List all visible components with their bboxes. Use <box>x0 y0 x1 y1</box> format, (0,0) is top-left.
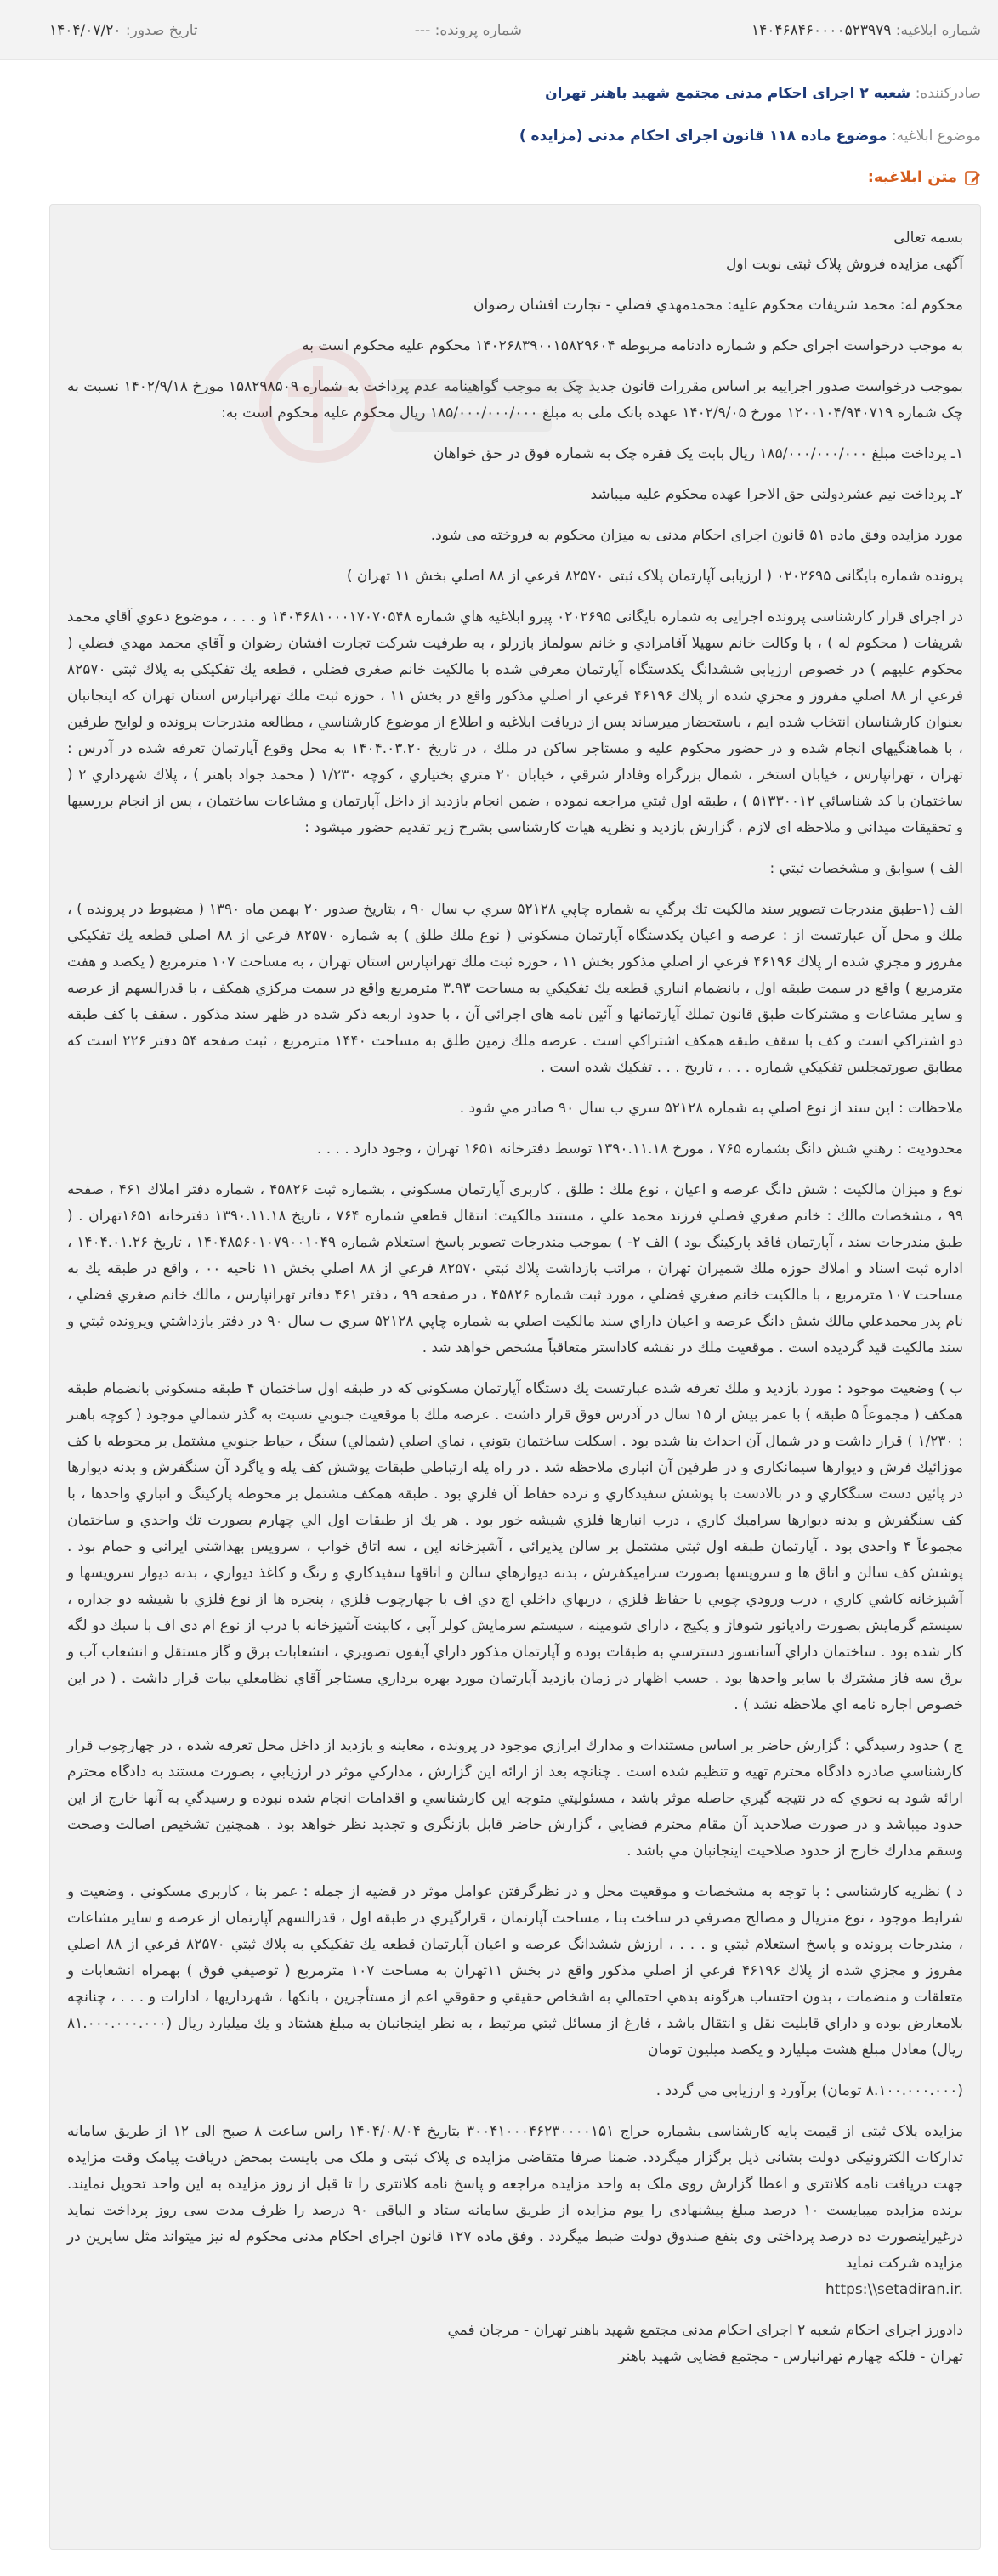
body-paragraph: به موجب درخواست اجرای حکم و شماره دادنامه مربوطه ۱۴۰۲۶۸۳۹۰۰۱۵۸۲۹۶۰۴ محکوم علیه محکوم است به <box>302 337 963 354</box>
body-paragraph: ب ) وضعيت موجود : مورد بازديد و ملك تعرفه شده عبارتست يك دستگاه آپارتمان مسكوني كه در طبقه اول ساختمان ۴ طبقه مسكوني بانضمام طبقه همكف ( مجموعاً ۵ طبقه ) با عمر بيش از ۱۵ سال در آدرس فوق قرار داشت . عرصه ملك با موقعيت جنوبي نسبت به گذر شمالي موجود ( كوچه باهنر : ۱/۲۳۰ ) قرار داشت و در شمال آن احداث بنا شده بود . اسكلت ساختمان بتوني ، نماي اصلي (شمالي) سنگ ، حياط جنوبي مشتمل بر محوطه با كف موزائيك فرش و ديوارها سيمانكاري و در طرفين آن انباري ملاحظه شد . در راه پله ارتباطي طبقات پوشش كف پله و پاگرد آن سنگفرش و بدنه ديوارها در پائين دست سنگكاري و در بالادست با پوشش سفيدكاري و نرده حفاظ آن فلزي بود . طبقه همكف مشتمل بر محوطه پاركينگ و انباري واحدها ، با كف سنگفرش و بدنه ديوارها سراميك كاري ، درب انبارها فلزي شيشه خور بود . هر يك از طبقات اول الي چهارم بصورت تك واحدي و ساختمان مجموعاً ۴ واحدي بود . آپارتمان طبقه اول ثبتي مشتمل بر سالن پذيرائي ، آشپزخانه اپن ، سه اتاق خواب ، سرويس بهداشتي ايراني و حمام بود . پوشش كف سالن و اتاق ها و سرويسها بصورت سراميكفرش ، بدنه ديوارهاي سالن و اتاقها سفيدكاري و رنگ و كاغذ ديواري ، بدنه ديوار سرويسها و آشپزخانه كاشي كاري ، درب ورودي چوبي با حفاظ فلزي ، دربهاي داخلي اچ دي اف با چهارچوب فلزي ، پنجره ها از نوع فلزي با شيشه دو جداره ، سيستم گرمايش بصورت رادياتور شوفاژ و پكيج ، داراي شومينه ، سيستم سرمايش كولر آبي ، كابينت آشپزخانه با درب از نوع ام دي اف با سبك دو لگه كار شده بود . ساختمان داراي آسانسور دسترسي به طبقات بوده و آپارتمان مذكور داراي آيفون تصويري ، انشعابات برق و گاز مستقل و انشعاب آب و برق سه فاز مشترك با ساير واحدها بود . حسب اظهار در زمان بازديد آپارتمان مورد بهره برداري مستاجر آقاي نظامعلي بيات قرار داشت . ( در اين خصوص اجاره نامه اي ملاحظه نشد ) . <box>67 1380 964 1713</box>
body-paragraph: الف ) سوابق و مشخصات ثبتي : <box>769 860 963 877</box>
issue-date-value: ۱۴۰۴/۰۷/۲۰ <box>49 22 122 39</box>
pencil-edit-icon <box>964 169 981 186</box>
body-paragraph: نوع و ميزان مالكيت : شش دانگ عرصه و اعيان ، نوع ملك : طلق ، كاربري آپارتمان مسكوني ، بشماره ثبت ۴۵۸۲۶ ، شماره دفتر املاك ۴۶۱ ، صفحه ۹۹ ، مشخصات مالك : خانم صغري فضلي فرزند محمد علي ، مستند مالكيت: انتقال قطعي شماره ۷۶۴ ، تاريخ ۱۳۹۰.۱۱.۱۸ دفترخانه ۱۶۵۱تهران . ( طبق مندرجات سند ، آپارتمان فاقد پاركينگ بود ) الف ۲- ) بموجب مندرجات تصوير پاسخ استعلام شماره ۱۴۰۴۸۵۶۰۱۰۷۹۰۰۱۰۴۹ ، تاريخ ۱۴۰۴.۰۱.۲۶ ، اداره ثبت اسناد و املاك حوزه ملك شميران تهران ، مراتب بازداشت پلاك ثبتي ۸۲۵۷۰ فرعي از ۸۸ اصلي بخش ۱۱ ناحيه ۰۰ ، واقع در طبقه يك به مساحت ۱۰۷ مترمربع ، با مالكيت خانم صغري فضلي ، مورد ثبت شماره ۴۵۸۲۶ ، در صفحه ۹۹ ، دفتر ۴۶۱ دفاتر تهرانپارس ، مالك خانم صغري فضلي ، نام پدر محمدعلي مالك شش دانگ عرصه و اعيان داراي سند مالكيت اصلي به شماره چاپي ۵۲۱۲۸ سري ب سال ۹۰ در دفتر بازداشتي ويرونده ثبتي و سند مالكيت قيد گرديده است . موقعيت ملك در نقشه كاداستر متعاقباً مشخص خواهد شد . <box>67 1181 964 1356</box>
file-number-label: شماره پرونده: <box>434 22 522 39</box>
notice-number-label: شماره ابلاغیه: <box>895 22 981 39</box>
body-paragraph: الف (۱-طبق مندرجات تصوير سند مالكيت تك برگي به شماره چاپي ۵۲۱۲۸ سري ب سال ۹۰ ، بتاريخ صدور ۲۰ بهمن ماه ۱۳۹۰ ( مضبوط در پرونده ) ، ملك و محل آن عبارتست از : عرصه و اعيان يكدستگاه آپارتمان مسكوني ( نوع ملك طلق ) به شماره ۸۲۵۷۰ فرعي از ۸۸ اصلي قطعه يك تفكيكي مفروز و مجزي شده از پلاك ۴۶۱۹۶ فرعي از اصلي مذكور بخش ۱۱ ، حوزه ثبت ملك تهرانپارس استان تهران ، به مساحت ۱۰۷ مترمربع ( يكصد و هفت مترمربع ) واقع در سمت طبقه اول ، بانضمام انباري قطعه يك تفكيكي به مساحت ۳.۹۳ مترمربع واقع در سمت مركزي همكف ، با قدرالسهم از عرصه و ساير مشاعات و مشتركات طبق قانون تملك آپارتمانها و آئين نامه هاي اجرائي آن ، با حدود اربعه ذكر شده در ظهر سند مذكور . سقف با كف طبقه دو اشتراكي است و كف با سقف طبقه همكف اشتراكي است . عرصه ملك زمين طلق به مساحت ۱۴۴۰ مترمربع ، ثبت صفحه ۵۴ دفتر ۲۲۶ است كه مطابق صورتمجلس تفكيكي شماره . . . ، تاريخ . . . تفكيك شده است . <box>67 901 963 1076</box>
notice-body <box>49 204 981 2550</box>
setad-link[interactable]: https:\\setadiran.ir. <box>825 2281 963 2298</box>
body-paragraph: ۱ـ پرداخت مبلغ ۱۸۵/۰۰۰/۰۰۰/۰۰۰ ریال بابت یک فقره چک به شماره فوق در حق خواهان <box>434 445 963 462</box>
file-number <box>415 22 522 39</box>
body-paragraph: بموجب درخواست صدور اجراییه بر اساس مقررات قانون جدید چک به موجب گواهینامه عدم پرداخت به شماره ۱۵۸۲۹۸۵۰۹ مورخ ۱۴۰۲/۹/۱۸ نسبت به چک شماره ۱۲۰۰۱۰۴/۹۴۰۷۱۹ مورخ ۱۴۰۲/۹/۰۵ عهده بانک ملی به مبلغ ۱۸۵/۰۰۰/۰۰۰/۰۰۰ ریال محکوم علیه محکوم است به: <box>67 378 963 422</box>
body-paragraph: مورد مزایده وفق ماده ۵۱ قانون اجرای احکام مدنی به میزان محکوم به فروخته می شود. <box>430 527 963 544</box>
body-paragraph: ۲ـ پرداخت نیم عشردولتی حق الاجرا عهده محکوم علیه میباشد <box>590 486 963 503</box>
issue-date <box>49 22 198 39</box>
subject-label: موضوع ابلاغیه: <box>891 127 981 144</box>
body-paragraph: در اجرای قرار کارشناسی پرونده اجرایی به شماره بایگانی ۰۲۰۲۶۹۵ پیرو ابلاغیه هاي شماره ۱۴۰۴۶۸۱۰۰۰۱۷۰۷۰۵۴۸ و . . . ، موضوع دعوي آقاي محمد شريفات ( محكوم له ) ، با وكالت خانم سهيلا آقامرادي و خانم سولماز بازرلو ، به طرفيت شركت تجارت افشان رضوان و آقاي محمد مهدي فضلي ( محكوم عليهم ) در خصوص ارزيابي ششدانگ يكدستگاه آپارتمان معرفي شده با مالكيت خانم صغري فضلي ، قطعه يك تفكيكي به پلاك ثبتي ۸۲۵۷۰ فرعي از ۸۸ اصلي مفروز و مجزي شده از پلاك ۴۶۱۹۶ فرعي از اصلي مذكور واقع در بخش ۱۱ ، حوزه ثبت ملك تهرانپارس استان تهران كه اينجانبان بعنوان كارشناسان انتخاب شده ايم ، باستحضار ميرساند پس از دريافت ابلاغيه و اطلاع از موضوع كارشناسي ، مطالعه مندرجات پرونده و لوايح طرفين ، با هماهنگيهاي انجام شده و در حضور محكوم عليه و مستاجر ساكن در ملك ، در تاريخ ۱۴۰۴.۰۳.۲۰ به محل وقوع آپارتمان تعرفه شده در آدرس : تهران ، تهرانپارس ، خيابان استخر ، شمال بزرگراه وفادار شرقي ، خيابان ۲۰ متري بختياري ، كوچه ۱/۲۳۰ ( محمد جواد باهنر ) ، پلاك شهرداري ۲ ( ساختمان با كد شناسائي ۵۱۳۳۰۰۱۲ ) ، طبقه اول ثبتي مراجعه نموده ، ضمن انجام بازديد از داخل آپارتمان و مشاعات ساختمان ، پس از انجام بررسيها و تحقيقات ميداني و ملاحظه اي لازم ، گزارش بازديد و نظريه هيات كارشناسي بشرح زير تقديم حضور ميشود : <box>67 609 964 836</box>
file-number-value: --- <box>414 22 431 39</box>
body-label <box>868 168 981 186</box>
notice-number-value: ۱۴۰۴۶۸۴۶۰۰۰۰۵۲۳۹۷۹ <box>751 22 892 39</box>
issuer-row <box>545 85 981 102</box>
notice-number <box>751 22 981 39</box>
body-paragraph: آگهی مزایده فروش پلاک ثبتی نوبت اول <box>726 256 963 273</box>
body-paragraph: محدوديت : رهني شش دانگ بشماره ۷۶۵ ، مورخ ۱۳۹۰.۱۱.۱۸ توسط دفترخانه ۱۶۵۱ تهران ، وجود دارد . . . . <box>316 1141 963 1158</box>
body-paragraph: مزایده پلاک ثبتی از قیمت پایه کارشناسی بشماره حراج ۳۰۰۴۱۰۰۰۴۶۲۳۰۰۰۰۱۵۱ بتاریخ ۱۴۰۴/۰۸/۰۴ راس ساعت ۸ صبح الی ۱۲ از طریق سامانه تدارکات الکترونیکی دولت بشانی ذیل برگزار میگردد. ضمنا صرفا متقاضی مزایده ی پلاک ثبتی و ملک می بایست بمحض دریافت پیامک وقت مزایده جهت دریافت نامه کلانتری و اعطا گزارش روی ملک به واحد مزایده مراجعه و پاسخ نامه کلانتری را تا قبل از روز مزایده به این واحد تحویل نمایند. برنده مزایده میبایست ۱۰ درصد مبلغ پیشنهادی را یوم مزایده از طریق سامانه ستاد و الباقی ۹۰ درصد را ظرف مدت سی روز پرداخت نماید درغیراینصورت ده درصد پرداختی وی بنفع صندوق دولت ضبط میگردد . وفق ماده ۱۲۷ قانون اجرای احکام مدنی محکوم له نیز میتواند مثل سایرین در مزایده شرکت نماید <box>67 2123 964 2272</box>
issue-date-label: تاریخ صدور: <box>125 22 198 39</box>
body-paragraph: (۸.۱۰۰.۰۰۰.۰۰۰ تومان) برآورد و ارزيابي مي گردد . <box>655 2082 963 2099</box>
body-paragraph: بسمه تعالی <box>893 229 963 246</box>
body-paragraph: د ) نظريه كارشناسي : با توجه به مشخصات و موقعيت محل و در نظرگرفتن عوامل موثر در قضيه از جمله : عمر بنا ، كاربري مسكوني ، وضعيت و شرايط موجود ، نوع متريال و مصالح مصرفي در ساخت بنا ، مساحت آپارتمان ، قرارگيري در طبقه اول ، قدرالسهم آپارتمان از عرصه و ساير مشاعات ، مندرجات پرونده و پاسخ استعلام ثبتي و . . . ، ارزش ششدانگ عرصه و اعيان آپارتمان قطعه يك تفكيكي به پلاك ثبتي ۸۲۵۷۰ فرعي از ۸۸ اصلي مفروز و مجزي شده از پلاك ۴۶۱۹۶ فرعي از اصلي مذكور واقع در بخش ۱۱تهران به مساحت ۱۰۷ مترمربع ( توصيفي فوق ) بهمراه انشعابات و متعلقات و منضمات ، بدون احتساب هرگونه بدهي احتمالي به اشخاص حقيقي و حقوقي اعم از مستأجرين ، بانكها ، شهرداريها ، ادارات و . . . ، چنانچه بلامعارض بوده و داراي قابليت نقل و انتقال باشد ، فارغ از مسائل ثبتي مرتبط ، به نظر اينجانبان به مبلغ هشتاد و يك ميليارد ريال (۸۱.۰۰۰.۰۰۰.۰۰۰ ريال) معادل مبلغ هشت ميليارد و يكصد ميليون تومان <box>67 1883 964 2058</box>
body-paragraph: پرونده شماره بایگانی ۰۲۰۲۶۹۵ ( ارزیابی آپارتمان پلاک ثبتی ۸۲۵۷۰ فرعي از ۸۸ اصلي بخش ۱۱ تهران ) <box>346 568 963 585</box>
body-paragraph: دادورز اجرای احکام شعبه ۲ اجرای احکام مدنی مجتمع شهید باهنر تهران - مرجان فمي <box>447 2322 963 2339</box>
body-paragraph: ملاحظات : اين سند از نوع اصلي به شماره ۵۲۱۲۸ سري ب سال ۹۰ صادر مي شود . <box>459 1100 963 1117</box>
body-paragraph: ج ) حدود رسيدگي : گزارش حاضر بر اساس مستندات و مدارك ابرازي موجود در پرونده ، معاينه و بازديد از داخل محل تعرفه شده ، در چهارچوب قرار كارشناسي صادره دادگاه محترم تهيه و تنظيم شده است . چنانچه بعد از ارائه اين گزارش ، مداركي موثر در ارزيابي ، بصورت مستند به دادگاه محترم ارائه شود به نحوي كه در نتيجه گيري حاصله موثر باشد ، مسئوليتي متوجه اين كارشناسي و اقدامات انجام شده نبوده و رسيدگي به آنها خارج از اين حدود ميباشد و در صورت صلاحديد آن مقام محترم قضايي ، گزارش حاضر قابل بازنگري و تجديد نظر خواهد بود . همچنين تشخيص اصالت وصحت وسقم مدارك خارج از حدود صلاحيت اينجانبان مي باشد . <box>67 1737 963 1860</box>
notice-header-bar <box>0 0 998 60</box>
issuer-value: شعبه ۲ اجرای احکام مدنی مجتمع شهید باهنر تهران <box>545 85 911 102</box>
subject-row <box>519 127 981 144</box>
subject-value: موضوع ماده ۱۱۸ قانون اجرای احکام مدنی (مزایده ) <box>519 127 887 144</box>
body-label-text: متن ابلاغیه: <box>867 168 957 186</box>
body-paragraph: تهران - فلکه چهارم تهرانپارس - مجتمع قضایی شهید باهنر <box>618 2348 963 2365</box>
issuer-label: صادرکننده: <box>915 85 981 102</box>
body-paragraph: محکوم له: محمد شریفات محکوم علیه: محمدمهدي فضلي - تجارت افشان رضوان <box>473 297 963 314</box>
setad-url <box>67 2277 963 2303</box>
